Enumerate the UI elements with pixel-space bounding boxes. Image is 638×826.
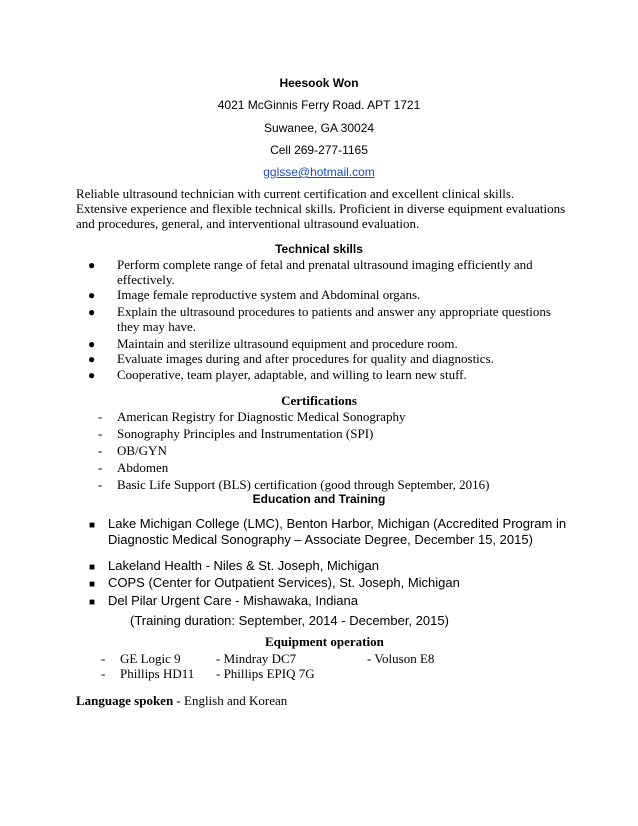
equipment-cell: GE Logic 9 xyxy=(120,651,181,666)
list-item: Explain the ultrasound procedures to patients and answer any appropriate questions xyxy=(117,304,551,319)
equipment-heading: Equipment operation xyxy=(265,634,384,649)
candidate-name: Heesook Won xyxy=(279,76,359,90)
language-value: - English and Korean xyxy=(173,693,288,708)
bullet-icon: ● xyxy=(88,368,96,382)
bullet-icon: ■ xyxy=(89,597,96,608)
address-line: 4021 McGinnis Ferry Road. APT 1721 xyxy=(217,98,421,112)
language-line xyxy=(76,693,287,709)
summary-line-3: and procedures, general, and interventional ultrasound evaluation. xyxy=(76,216,420,231)
list-item: Lakeland Health - Niles & St. Joseph, Michigan xyxy=(108,558,379,573)
list-item: Basic Life Support (BLS) certification (good through September, 2016) xyxy=(117,477,490,492)
technical-skills-heading: Technical skills xyxy=(275,242,363,256)
list-item: Perform complete range of fetal and prenatal ultrasound imaging efficiently and xyxy=(117,257,533,272)
language-label: Language spoken xyxy=(76,693,174,708)
list-item: American Registry for Diagnostic Medical Sonography xyxy=(117,409,406,424)
equipment-cell: - Mindray DC7 xyxy=(216,651,297,666)
dash-marker: - xyxy=(98,477,103,492)
bullet-icon: ● xyxy=(88,337,96,351)
list-item: Evaluate images during and after procedures for quality and diagnostics. xyxy=(117,351,494,366)
list-item: Abdomen xyxy=(117,460,169,475)
dash-marker: - xyxy=(98,460,103,475)
summary-line-2: Extensive experience and flexible technical skills. Proficient in diverse equipment evaluations xyxy=(76,201,566,216)
dash-marker: - xyxy=(101,666,106,681)
dash-marker: - xyxy=(98,426,103,441)
list-item-continuation: Diagnostic Medical Sonography – Associate Degree, December 15, 2015) xyxy=(108,532,533,547)
certifications-heading: Certifications xyxy=(281,393,357,408)
bullet-icon: ● xyxy=(88,352,96,366)
education-heading: Education and Training xyxy=(252,492,386,506)
email-link[interactable]: gglsse@hotmail.com xyxy=(263,165,375,179)
dash-marker: - xyxy=(101,651,106,666)
list-item: Maintain and sterilize ultrasound equipment and procedure room. xyxy=(117,336,458,351)
phone-line: Cell 269-277-1165 xyxy=(270,143,368,157)
bullet-icon: ■ xyxy=(89,520,96,531)
list-item: Cooperative, team player, adaptable, and willing to learn new stuff. xyxy=(117,367,467,382)
bullet-icon: ■ xyxy=(89,562,96,573)
city-line: Suwanee, GA 30024 xyxy=(263,121,375,135)
bullet-icon: ● xyxy=(88,288,96,302)
list-item: OB/GYN xyxy=(117,443,167,458)
list-item: Lake Michigan College (LMC), Benton Harbor, Michigan (Accredited Program in xyxy=(108,516,567,531)
equipment-cell: - Phillips EPIQ 7G xyxy=(216,666,315,681)
list-item: Sonography Principles and Instrumentation (SPI) xyxy=(117,426,374,441)
list-item: Del Pilar Urgent Care - Mishawaka, Indiana xyxy=(108,593,358,608)
list-item: Image female reproductive system and Abdominal organs. xyxy=(117,287,421,302)
dash-marker: - xyxy=(98,409,103,424)
bullet-icon: ● xyxy=(88,305,96,319)
dash-marker: - xyxy=(98,443,103,458)
bullet-icon: ■ xyxy=(89,579,96,590)
training-duration: (Training duration: September, 2014 - December, 2015) xyxy=(130,613,449,628)
equipment-cell: Phillips HD11 xyxy=(120,666,195,681)
list-item-continuation: effectively. xyxy=(117,272,175,287)
list-item: COPS (Center for Outpatient Services), St. Joseph, Michigan xyxy=(108,575,460,590)
equipment-cell: - Voluson E8 xyxy=(367,651,435,666)
summary-line-1: Reliable ultrasound technician with current certification and excellent clinical skills. xyxy=(76,186,515,201)
list-item-continuation: they may have. xyxy=(117,319,197,334)
bullet-icon: ● xyxy=(88,258,96,272)
